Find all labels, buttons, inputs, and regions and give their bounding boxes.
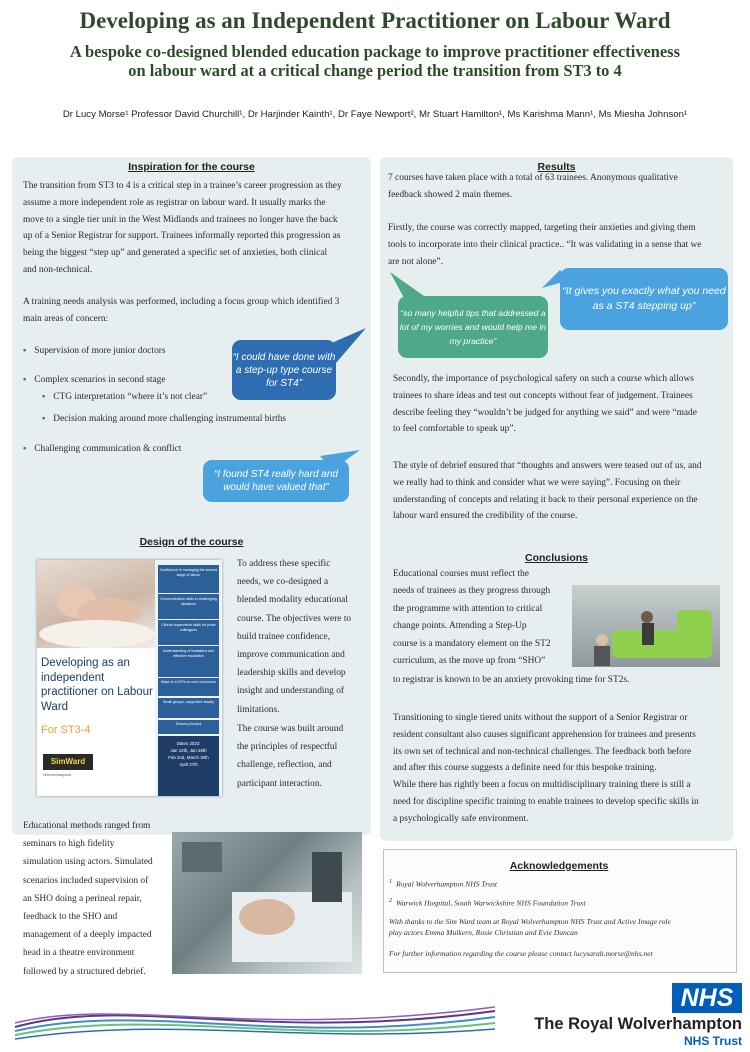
results-quote-1: “It gives you exactly what you need as a ST4 stepping up” [560, 268, 728, 330]
affiliation-1: $^1$ Royal Wolverhampton NHS Trust [389, 878, 498, 889]
conclusions-para1-cont: to registrar is known to be an anxiety provoking time for ST2s. [393, 675, 630, 685]
trust-name: The Royal Wolverhampton [534, 1015, 742, 1033]
results-para4 [393, 458, 738, 525]
flyer-box: Small groups, supportive faculty [158, 698, 219, 718]
text-line: trainees to share ideas and test out concepts without fear of judgement. Trainees [393, 390, 693, 401]
text-line: play actors Emma Mulkern, Rosie Christian and Evie Duncan [389, 928, 578, 937]
text-line: describe feeling they “wouldn’t be judged for anything we said” and were “made [393, 407, 697, 418]
quote-bubble-1: “I could have done with a step-up type course for ST4” [232, 340, 336, 400]
text-line: scenarios included supervision of [23, 875, 149, 886]
text-line: and after this course suggests a definite need for this bespoke training. [393, 763, 657, 774]
results-para1 [388, 170, 733, 204]
design-para3 [23, 817, 175, 981]
concern-bullet [23, 441, 181, 456]
text-line: improve communication and [237, 650, 345, 661]
text-line: main areas of concern: [23, 313, 109, 324]
concern-sub-bullet [42, 411, 286, 426]
affiliation-2: $^2$ Warwick Hospital, South Warwickshire NHS Foundation Trust [389, 897, 586, 908]
text-line: being the biggest “step up” and generated a specific set of anxieties, both clinical [23, 248, 328, 259]
text-line: move to a single tier unit in the West Midlands and trainees no longer have the back [23, 214, 338, 225]
text-line: up of a Senior Registrar for support. Trainees informally reported this progression as [23, 231, 341, 242]
trust-subtitle: NHS Trust [683, 1034, 742, 1048]
concern-sub-bullet [42, 389, 207, 404]
results-para3 [393, 371, 738, 438]
bullet-text: CTG interpretation “where it’s not clear” [53, 392, 208, 402]
text-line: followed by a structured debrief. [23, 966, 146, 977]
authors: Dr Lucy Morse¹ Professor David Churchill¹, Dr Harjinder Kainth¹, Dr Faye Newport², Mr Stuart Hamilton¹, Ms Karishma Mann¹, Ms Miesha Johnson¹ [62, 109, 688, 120]
flyer-sidebar [155, 560, 222, 796]
bullet-text: Challenging communication & conflict [34, 444, 182, 454]
acknowledgement-thanks [389, 916, 671, 938]
baby-photo [37, 560, 155, 648]
results-heading: Results [537, 161, 576, 173]
quote-bubble-2: “I found ST4 really hard and would have valued that” [203, 460, 349, 502]
nhs-logo: NHS [672, 983, 742, 1013]
text-line: blended modality educational [237, 595, 348, 606]
text-line: participant interaction. [237, 778, 322, 789]
flyer-box: Communication skills in challenging situations [158, 594, 219, 619]
text-line: resident consultant also causes significant apprehension for trainees and presents [393, 729, 696, 740]
text-line: Educational methods ranged from [23, 821, 151, 831]
dates-line: Feb 2nd, March 30th [168, 755, 209, 760]
workshop-scene-icon [572, 585, 720, 667]
simulation-scene-icon [172, 832, 362, 974]
acknowledgements-heading: Acknowledgements [509, 860, 609, 872]
design-heading: Design of the course [139, 536, 244, 548]
text-line: insight and understanding of [237, 686, 345, 697]
text-line: The style of debrief ensured that “thoughts and answers were teased out of us, and [393, 461, 702, 471]
text-line: tools to incorporate into their clinical practice.. “It was validating in a sense that we [388, 239, 702, 250]
design-para1 [237, 555, 369, 719]
concern-bullet [23, 372, 166, 387]
affiliation-text: Royal Wolverhampton NHS Trust [395, 879, 498, 889]
text-line: Transitioning to single tiered units without the support of a Senior Registrar or [393, 713, 688, 723]
affiliation-text: Warwick Hospital, South Warwickshire NHS Foundation Trust [395, 898, 586, 908]
workshop-photo [572, 585, 720, 667]
text-line: With thanks to the Sim Ward team at Royal Wolverhampton NHS Trust and Active Image role [389, 917, 671, 926]
text-line: challenge, reflection, and [237, 760, 332, 771]
inspiration-heading: Inspiration for the course [128, 161, 255, 173]
inspiration-para2 [23, 294, 373, 328]
poster-title: Developing as an Independent Practitioner on Labour Ward [79, 8, 671, 33]
text-line: The course was built around [237, 724, 344, 734]
bullet-text: Supervision of more junior doctors [34, 346, 166, 356]
text-line: Firstly, the course was correctly mapped, targeting their anxieties and giving them [388, 223, 696, 233]
text-line: needs, we co-designed a [237, 577, 329, 588]
text-line: leadership skills and develop [237, 668, 346, 679]
text-line: an SHO doing a perineal repair, [23, 893, 142, 904]
simulation-photo [172, 832, 362, 974]
text-line: a psychologically safe environment. [393, 813, 529, 824]
text-line: A training needs analysis was performed, including a focus group which identified 3 [23, 297, 340, 307]
flyer-box: Maps to 6 CiPs on core curriculum [158, 678, 219, 696]
inspiration-para1 [23, 178, 373, 279]
bullet-icon: • [23, 344, 27, 355]
simward-logo: SimWard [43, 754, 93, 770]
decorative-swoosh [10, 995, 500, 1045]
text-line: seminars to high fidelity [23, 839, 115, 850]
text-line: course is a mandatory element on the ST2 [393, 638, 551, 649]
text-line: 7 courses have taken place with a total of 63 trainees. Anonymous qualitative [388, 173, 678, 183]
subtitle-line: A bespoke co-designed blended education package to improve practitioner effectiveness [70, 42, 680, 61]
design-para2 [237, 720, 369, 793]
bullet-icon: • [23, 373, 27, 384]
concern-bullet [23, 343, 166, 358]
contact-info: For further information regarding the course please contact lucysarah.morse@nhs.net [389, 949, 653, 958]
text-line: curriculum, as the move up from “SHO” [393, 656, 546, 667]
text-line: understanding of concepts and relating it back to their personal experience on the [393, 494, 698, 505]
baby-icon [37, 560, 155, 648]
flyer-box: Understanding of limitations and effective escalation [158, 646, 219, 677]
text-line: assume a more independent role as registrar on labour ward. It usually marks the [23, 197, 326, 208]
text-line: Secondly, the importance of psychological safety on such a course which allows [393, 374, 694, 384]
text-line: build trainee confidence, [237, 631, 330, 642]
text-line: simulation using actors. Simulated [23, 857, 153, 868]
text-line: head in a theatre environment [23, 948, 135, 959]
text-line: feedback to the SHO and [23, 912, 118, 923]
dates-title: Dates 2023: [176, 741, 201, 746]
flyer-box: Clinical supervision skills for junior colleagues [158, 620, 219, 645]
text-line: labour ward ensured the credibility of the course. [393, 511, 578, 522]
text-line: the programme with attention to critical [393, 603, 543, 614]
text-line: The transition from ST3 to 4 is a critical step in a trainee’s career progression as they [23, 181, 342, 191]
course-flyer [37, 560, 222, 796]
flyer-box: Confidence in managing the second stage of labour [158, 565, 219, 593]
text-line: are not alone”. [388, 256, 443, 267]
text-line: and non-technical. [23, 264, 93, 275]
conclusions-heading: Conclusions [524, 552, 588, 564]
text-line: course. The objectives were to [237, 613, 352, 624]
results-quote-2: “so many helpful tips that addressed a lot of my worries and would help me in my practice” [398, 296, 548, 358]
text-line: Educational courses must reflect the [393, 569, 529, 579]
text-line: we really had to think and consider what we were saying”. Focusing on their [393, 477, 681, 488]
text-line: need for discipline specific training to enable trainees to develop specific skills in [393, 796, 699, 807]
conclusions-para1 [393, 566, 568, 670]
poster-subtitle [20, 42, 730, 80]
flyer-audience: For ST3-4 [41, 724, 91, 736]
flyer-dates [158, 736, 219, 796]
bullet-text: Complex scenarios in second stage [34, 375, 166, 385]
flyer-box: Deanery funded [158, 720, 219, 734]
bullet-icon: • [42, 412, 46, 423]
text-line: management of a deeply impacted [23, 930, 152, 941]
bullet-text: Decision making around more challenging instrumental births [53, 414, 287, 424]
dates-line: April 27th [179, 762, 198, 767]
simward-logo-sub: Wolverhampton [43, 772, 72, 777]
text-line: While there has rightly been a focus on multidisciplinary training there is still a [393, 780, 691, 791]
flyer-title: Developing as an independent practitioner on Labour Ward [41, 657, 153, 713]
text-line: feedback showed 2 main themes. [388, 189, 513, 200]
dates-line: Jan 12th, Jan 26th [170, 748, 207, 753]
conclusions-para2 [393, 710, 738, 828]
subtitle-line: on labour ward at a critical change period the transition from ST3 to 4 [128, 61, 622, 80]
text-line: its own set of technical and non-technical challenges. The feedback both before [393, 746, 692, 757]
bullet-icon: • [42, 390, 46, 401]
bullet-icon: • [23, 442, 27, 453]
text-line: the principles of respectful [237, 742, 338, 753]
text-line: needs of trainees as they progress through [393, 586, 551, 597]
text-line: limitations. [237, 704, 280, 715]
text-line: change points. Attending a Step-Up [393, 621, 527, 632]
text-line: to feel comfortable to speak up”. [393, 424, 516, 435]
text-line: To address these specific [237, 559, 331, 569]
